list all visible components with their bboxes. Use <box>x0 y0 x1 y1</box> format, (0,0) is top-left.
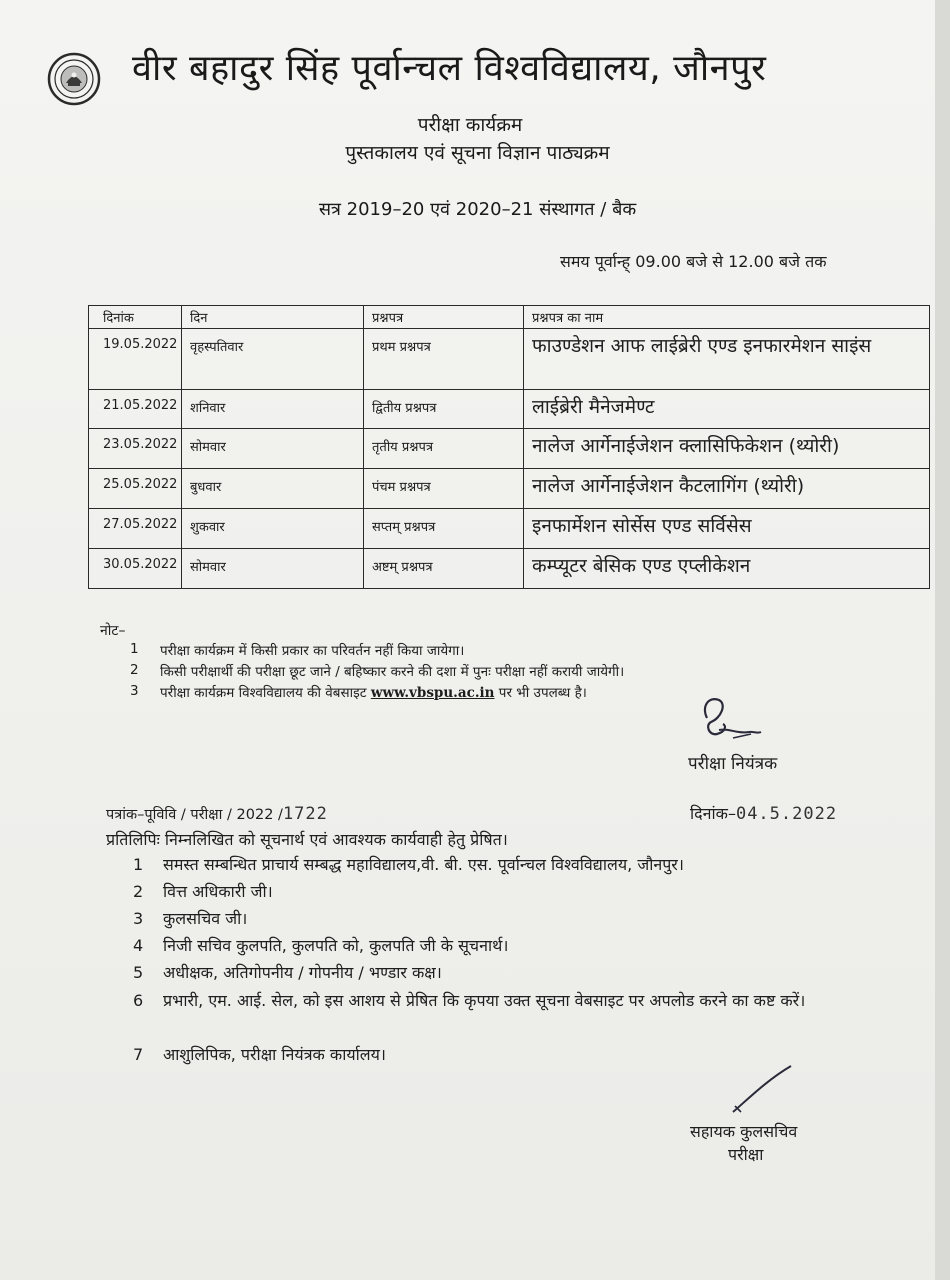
row-paper: तृतीय प्रश्नपत्र <box>364 429 524 469</box>
column-header-date: दिनांक <box>89 306 182 329</box>
reference-handwritten-number: 1722 <box>282 804 328 824</box>
item-text: निजी सचिव कुलपति, कुलपति को, कुलपति जी के सूचनार्थ। <box>163 936 509 955</box>
page-edge <box>935 0 950 1280</box>
reference-number <box>106 804 328 824</box>
reference-date <box>690 802 837 824</box>
table-row <box>89 429 930 469</box>
table-row <box>89 329 930 390</box>
row-date: 23.05.2022 <box>89 429 182 469</box>
row-paper-name: फाउण्डेशन आफ लाईब्रेरी एण्ड इनफारमेशन साइंस <box>524 329 930 390</box>
table-header-row <box>89 306 930 329</box>
course-heading: पुस्तकालय एवं सूचना विज्ञान पाठ्यक्रम <box>345 142 610 164</box>
row-date: 19.05.2022 <box>89 329 182 390</box>
note-number: 1 <box>130 641 139 657</box>
session-heading: सत्र 2019–20 एवं 2020–21 संस्थागत / बैक <box>318 199 637 220</box>
item-text: प्रभारी, एम. आई. सेल, को इस आशय से प्रेषित कि कृपया उक्त सूचना वेबसाइट पर अपलोड करने का कष्ट करें। <box>163 991 806 1010</box>
column-header-day: दिन <box>182 306 364 329</box>
item-number: 5 <box>133 963 144 982</box>
column-header-paper: प्रश्नपत्र <box>364 306 524 329</box>
row-paper-name: कम्प्यूटर बेसिक एण्ड एप्लीकेशन <box>524 549 930 589</box>
row-date: 27.05.2022 <box>89 509 182 549</box>
table-row <box>89 509 930 549</box>
row-day: सोमवार <box>182 429 364 469</box>
assistant-registrar-signature <box>727 1062 797 1117</box>
item-text: समस्त सम्बन्धित प्राचार्य सम्बद्ध महाविद्यालय,वी. बी. एस. पूर्वान्चल विश्वविद्यालय, जौनपुर। <box>163 855 684 874</box>
row-day: बुधवार <box>182 469 364 509</box>
item-text: अधीक्षक, अतिगोपनीय / गोपनीय / भण्डार कक्ष। <box>163 963 442 982</box>
item-number: 4 <box>133 936 144 955</box>
date-handwritten: 04.5.2022 <box>735 804 838 824</box>
row-paper-name: नालेज आर्गेनाईजेशन क्लासिफिकेशन (थ्योरी) <box>524 429 930 469</box>
row-date: 30.05.2022 <box>89 549 182 589</box>
row-day: वृहस्पतिवार <box>182 329 364 390</box>
table-row <box>89 390 930 429</box>
assistant-registrar-title: सहायक कुलसचिव <box>690 1122 798 1141</box>
item-text: वित्त अधिकारी जी। <box>163 882 273 901</box>
note-text-after: पर भी उपलब्ध है। <box>498 685 587 701</box>
website-link[interactable]: www.vbspu.ac.in <box>370 685 495 701</box>
item-text: आशुलिपिक, परीक्षा नियंत्रक कार्यालय। <box>163 1045 386 1064</box>
note-number: 2 <box>130 662 139 678</box>
university-seal-icon <box>47 52 101 106</box>
row-day: शुकवार <box>182 509 364 549</box>
item-number: 3 <box>133 909 144 928</box>
row-date: 25.05.2022 <box>89 469 182 509</box>
exam-schedule-table <box>88 305 930 589</box>
item-number: 6 <box>133 991 144 1010</box>
item-number: 2 <box>133 882 144 901</box>
exam-schedule-heading: परीक्षा कार्यक्रम <box>417 114 523 136</box>
note-text: परीक्षा कार्यक्रम में किसी प्रकार का परिवर्तन नहीं किया जायेगा। <box>160 643 465 659</box>
note-text: किसी परीक्षार्थी की परीक्षा छूट जाने / बहिष्कार करने की दशा में पुनः परीक्षा नहीं करायी जायेगी। <box>160 664 625 680</box>
row-paper-name: लाईब्रेरी मैनेजमेण्ट <box>524 390 930 429</box>
note-text-before: परीक्षा कार्यक्रम विश्वविद्यालय की वेबसाइट <box>160 685 367 701</box>
row-paper: सप्तम् प्रश्नपत्र <box>364 509 524 549</box>
date-label: दिनांक– <box>690 804 736 823</box>
copy-intro: प्रतिलिपिः निम्नलिखित को सूचनार्थ एवं आवश्यक कार्यवाही हेतु प्रेषित। <box>106 830 508 849</box>
row-paper: प्रथम प्रश्नपत्र <box>364 329 524 390</box>
assistant-registrar-dept: परीक्षा <box>728 1145 764 1164</box>
row-paper-name: नालेज आर्गेनाईजेशन कैटलागिंग (थ्योरी) <box>524 469 930 509</box>
reference-prefix: पत्रांक–पूविवि / परीक्षा / 2022 / <box>106 807 283 823</box>
row-paper-name: इनफार्मेशन सोर्सेस एण्ड सर्विसेस <box>524 509 930 549</box>
university-title: वीर बहादुर सिंह पूर्वान्चल विश्वविद्यालय, जौनपुर <box>132 48 767 89</box>
column-header-paper-name: प्रश्नपत्र का नाम <box>524 306 930 329</box>
exam-controller-title: परीक्षा नियंत्रक <box>688 754 778 774</box>
table-row <box>89 549 930 589</box>
notes-label: नोट– <box>100 623 126 639</box>
row-date: 21.05.2022 <box>89 390 182 429</box>
table-row <box>89 469 930 509</box>
controller-signature <box>693 688 773 748</box>
row-paper: द्वितीय प्रश्नपत्र <box>364 390 524 429</box>
note-text <box>160 683 587 701</box>
item-text: कुलसचिव जी। <box>163 909 248 928</box>
row-paper: अष्टम् प्रश्नपत्र <box>364 549 524 589</box>
item-number: 1 <box>133 855 144 874</box>
item-number: 7 <box>133 1045 144 1064</box>
note-number: 3 <box>130 683 139 699</box>
row-paper: पंचम प्रश्नपत्र <box>364 469 524 509</box>
row-day: शनिवार <box>182 390 364 429</box>
row-day: सोमवार <box>182 549 364 589</box>
exam-time: समय पूर्वान्ह् 09.00 बजे से 12.00 बजे तक <box>560 252 827 271</box>
